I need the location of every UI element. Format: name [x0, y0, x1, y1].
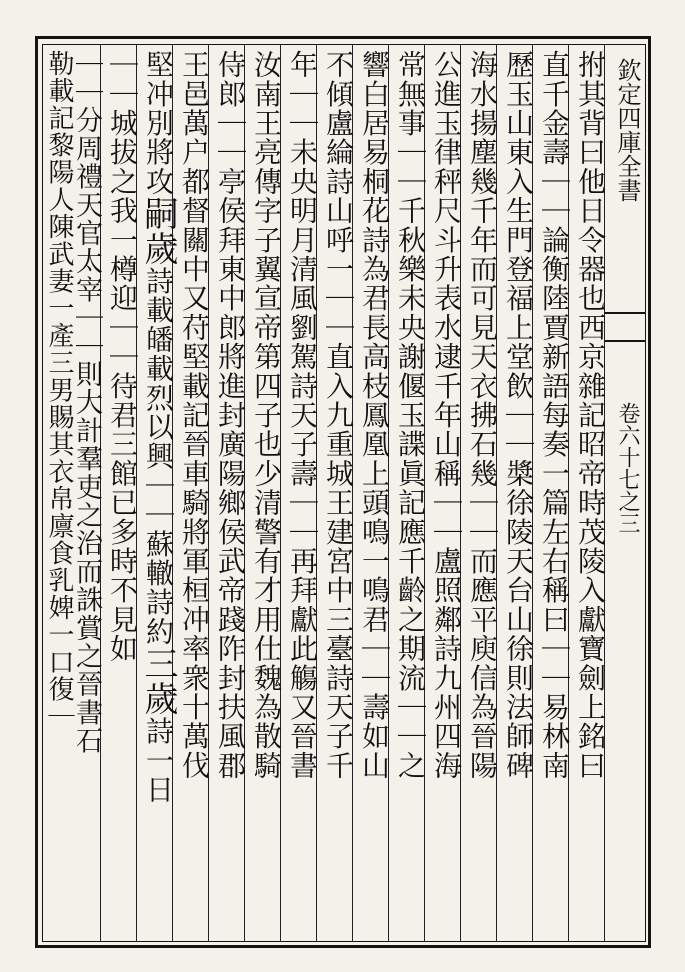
- text-column-2: 直千金壽｜｜論衡陸賈新語每奏一篇左右稱曰｜｜易林南: [538, 50, 571, 780]
- text-column-3: 歷玉山東入生門登福上堂飲｜｜槳徐陵天台山徐則法師碑: [502, 50, 535, 780]
- text-column-9: 年｜｜未央明月清風劉駕詩天子壽｜｜再拜獻此觴又晉書: [286, 50, 319, 780]
- text-column-15: ｜｜分周禮天官太宰｜｜則大計羣吏之治而誅賞之晉書石: [71, 50, 102, 755]
- column-14-start: ｜｜城拔之: [106, 50, 139, 196]
- text-column-14: [104, 50, 140, 930]
- column-14-end: 不見如: [106, 575, 139, 664]
- text-column-13: [140, 50, 176, 930]
- column-13-end: 詩一日: [142, 716, 175, 805]
- volume-label: 卷六十七之三: [615, 402, 640, 534]
- text-column-16: 勒載記黎陽人陳武妻一產三男賜其衣帛廪食乳婢一口復｜: [44, 50, 74, 730]
- column-13-start: 堅冲別將攻: [142, 50, 175, 196]
- text-column-7: 響白居易桐花詩為君長高枝鳳凰上頭鳴一鳴君｜｜壽如山: [358, 50, 391, 780]
- text-column-4: 海水揚塵幾千年而可見天衣拂石幾｜｜而應平庾信為晉陽: [466, 50, 499, 780]
- text-column-6: 常無事｜｜千秋樂未央謝偃玉諜眞記應千齡之期流｜｜之: [394, 50, 427, 780]
- text-column-5: 公進玉律秤尺斗升表水逮千年山稱｜｜盧照鄰詩九州四海: [430, 50, 463, 780]
- text-column-1: 拊其背曰他日令器也西京雜記昭帝時茂陵入獻寶劍上銘曰: [574, 50, 607, 780]
- entry-head-1: 嗣歲: [138, 196, 178, 267]
- book-title: 欽定四庫全書: [613, 58, 641, 202]
- fish-tail-mark: [604, 312, 646, 342]
- text-column-11: 侍郎｜｜亭侯拜東中郎將進封廣陽鄉侯武帝踐阼封扶風郡: [214, 50, 247, 780]
- text-column-12: 王邑萬户都督關中又苻堅載記晉車騎將軍桓冲率衆十萬伐: [178, 50, 211, 780]
- column-13-middle: 詩載皤載烈以興｜｜蘇轍詩約: [142, 266, 175, 647]
- text-column-10: 汝南王亮傳字子翼宣帝第四子也少清警有才用仕魏為散騎: [250, 50, 283, 780]
- text-column-8: 不傾盧綸詩山呼一｜｜直入九重城王建宮中三臺詩天子千: [322, 50, 355, 780]
- column-14-middle: 我一樽迎｜｜待君三館已多時: [106, 196, 139, 576]
- entry-head-2: 三歲: [138, 646, 178, 717]
